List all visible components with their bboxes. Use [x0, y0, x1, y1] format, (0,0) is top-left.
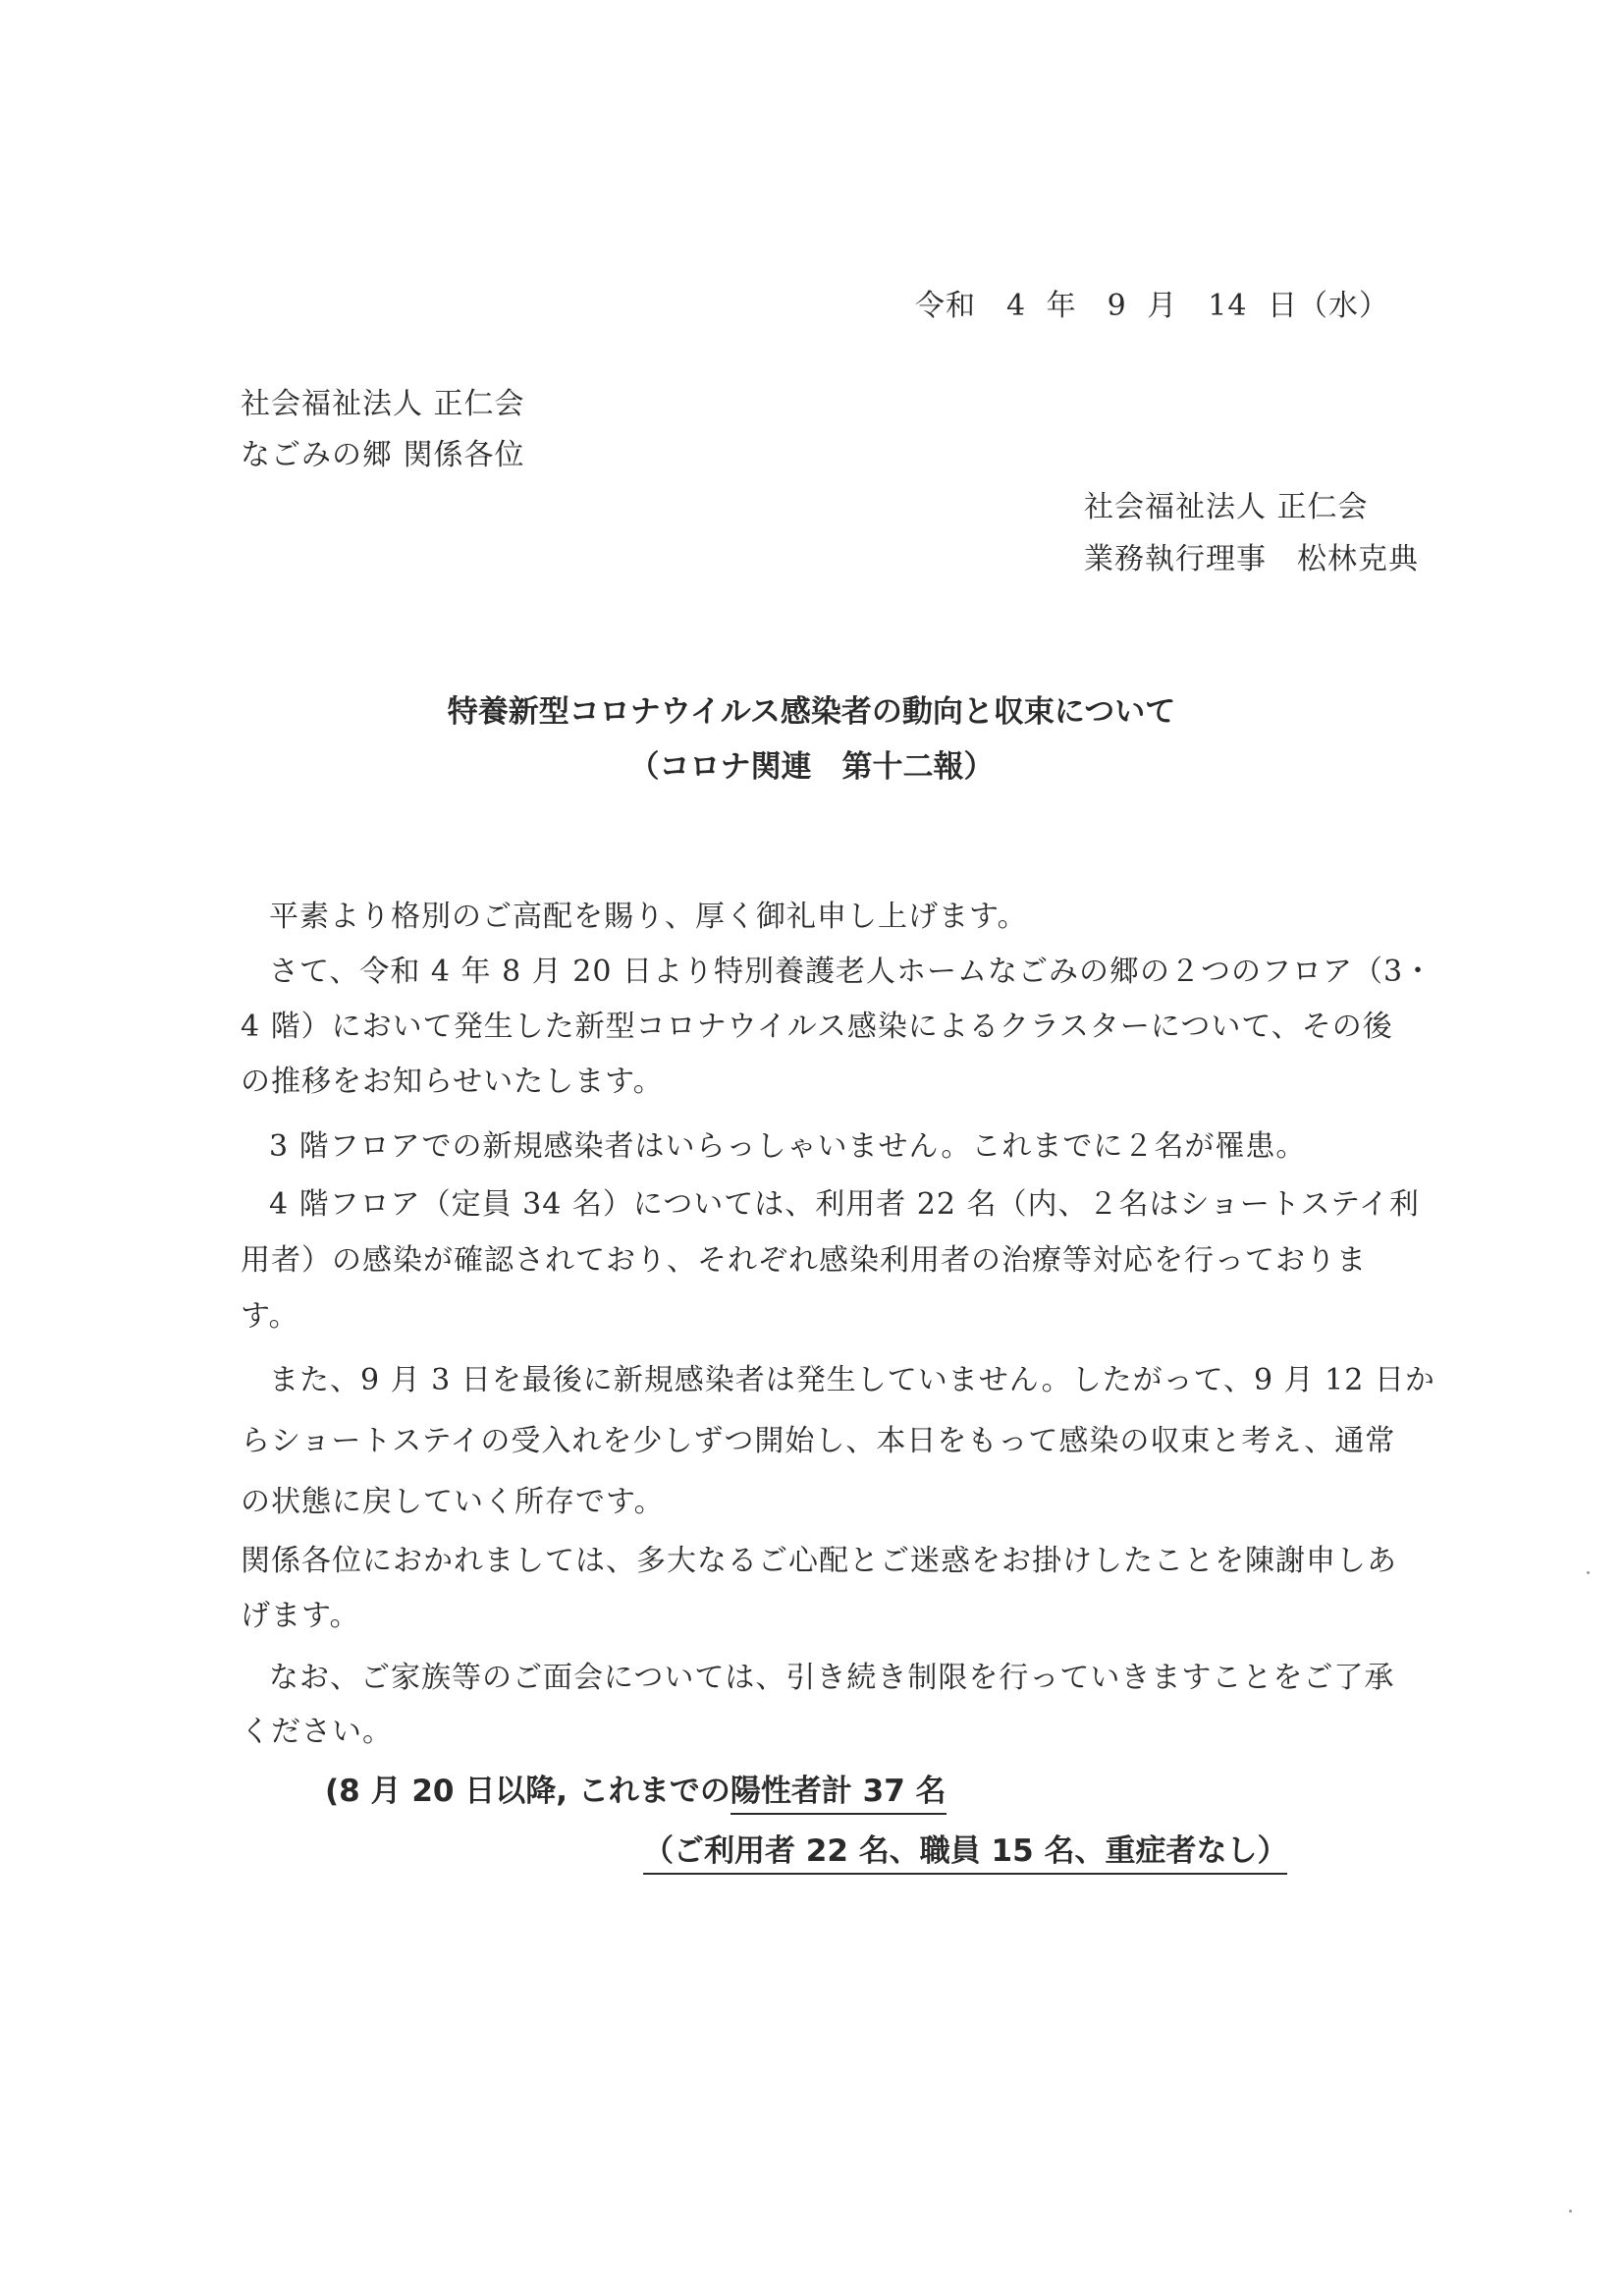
body-paragraph-line: 3 階フロアでの新規感染者はいらっしゃいません。これまでに２名が罹患。	[269, 1129, 1307, 1164]
body-paragraph-line: す。	[241, 1299, 299, 1334]
body-paragraph-line: の推移をお知らせいたします。	[241, 1065, 664, 1099]
summary-line-2	[643, 1833, 1288, 1869]
document-date: 令和 4 年 9 月 14 日（水）	[915, 289, 1389, 323]
summary-prefix: (8 月 20 日以降, これまでの	[325, 1774, 730, 1809]
scan-speck	[1587, 1571, 1590, 1574]
recipient-line-2: なごみの郷 関係各位	[241, 438, 525, 472]
document-title: 特養新型コロナウイルス感染者の動向と収束について	[447, 694, 1176, 730]
document-subtitle: （コロナ関連 第十二報）	[628, 749, 995, 785]
scan-speck	[1569, 2210, 1572, 2213]
body-paragraph-line: 用者）の感染が確認されており、それぞれ感染利用者の治療等対応を行っておりま	[241, 1243, 1367, 1278]
body-paragraph-line: ください。	[241, 1715, 393, 1749]
recipient-line-1: 社会福祉法人 正仁会	[241, 387, 525, 421]
body-paragraph-line: の状態に戻していく所存です。	[241, 1485, 665, 1519]
sender-line-2: 業務執行理事 松林克典	[1084, 542, 1419, 576]
body-paragraph-line: 関係各位におかれましては、多大なるご心配とご迷惑をお掛けしたことを陳謝申しあ	[241, 1544, 1397, 1578]
summary-positive-total: 陽性者計 37 名	[730, 1774, 947, 1815]
body-paragraph-line: 平素より格別のご高配を賜り、厚く御礼申し上げます。	[269, 900, 1028, 934]
body-paragraph-line: さて、令和 4 年 8 月 20 日より特別養護老人ホームなごみの郷の２つのフロア（3・	[269, 955, 1434, 989]
summary-breakdown: （ご利用者 22 名、職員 15 名、重症者なし）	[643, 1833, 1287, 1875]
body-paragraph-line: 4 階）において発生した新型コロナウイルス感染によるクラスターについて、その後	[241, 1010, 1393, 1044]
body-paragraph-line: げます。	[241, 1599, 360, 1633]
body-paragraph-line: なお、ご家族等のご面会については、引き続き制限を行っていきますことをご了承	[269, 1661, 1395, 1695]
body-paragraph-line: 4 階フロア（定員 34 名）については、利用者 22 名（内、２名はショートステイ利	[269, 1187, 1420, 1222]
summary-line-1	[325, 1774, 947, 1809]
body-paragraph-line: また、9 月 3 日を最後に新規感染者は発生していません。したがって、9 月 12 日か	[269, 1363, 1435, 1397]
sender-line-1: 社会福祉法人 正仁会	[1084, 490, 1369, 524]
body-paragraph-line: らショートステイの受入れを少しずつ開始し、本日をもって感染の収束と考え、通常	[241, 1424, 1396, 1458]
